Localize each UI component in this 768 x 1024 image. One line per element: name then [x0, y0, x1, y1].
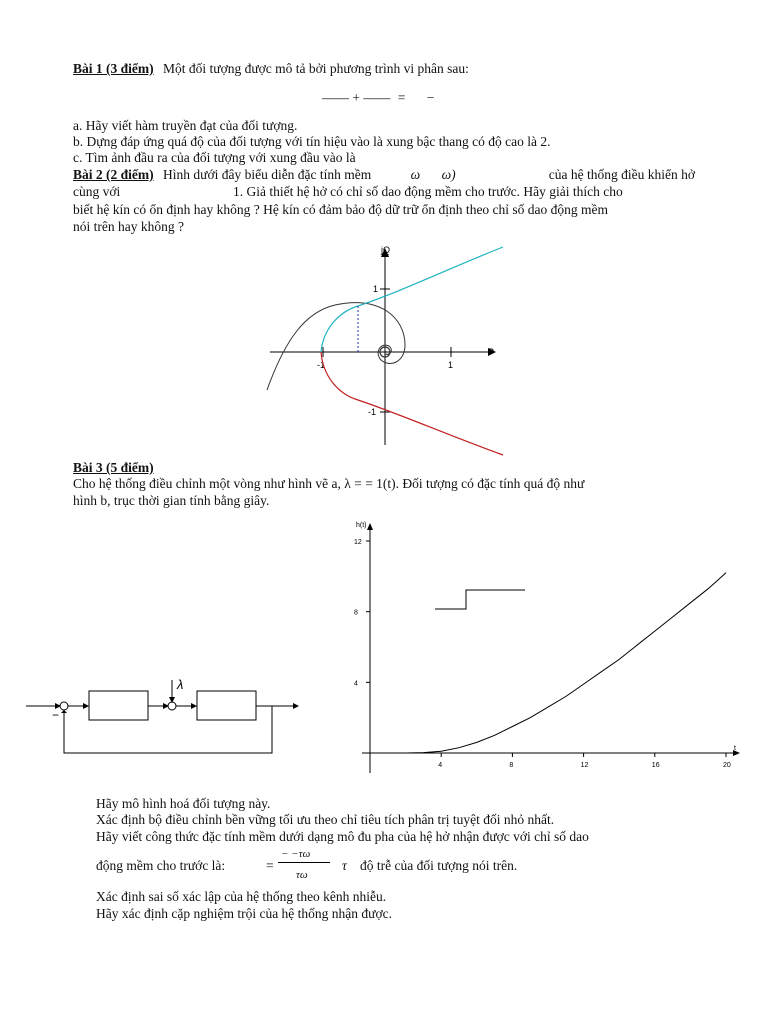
bai2-omega-1: ω — [410, 167, 421, 182]
question-6: Hãy xác định cặp nghiệm trội của hệ thống nhận được. — [96, 906, 392, 921]
plot2-x-label: t — [734, 745, 736, 752]
plot1-tick-x-neg: -1 — [317, 360, 326, 370]
plot2-y-label: h(t) — [356, 522, 367, 529]
eq-frac2: —— — [363, 90, 391, 105]
bai3-heading: Bài 3 (5 điểm) — [73, 460, 154, 475]
bai2-line3: biết hệ kín có ổn định hay không ? Hệ kín có đảm bảo độ dữ trữ ổn định theo chỉ số dao động mềm — [73, 202, 609, 217]
bai2-line1-text: Hình dưới đây biểu diễn đặc tính mềm — [163, 167, 372, 182]
question-4-tau: τ — [342, 858, 347, 873]
plot2-y-tick-label: 4 — [354, 680, 358, 688]
plot2-y-tick-label: 12 — [354, 539, 362, 546]
plot1-tick-y-neg: -1 — [368, 407, 377, 417]
plot2-y-tick-label: 8 — [354, 609, 358, 617]
bai2-line1-tail: của hệ thống điều khiển hở — [548, 167, 695, 182]
eq-minus: − — [426, 90, 435, 105]
plot2-x-tick-label: 16 — [651, 762, 660, 769]
bai3-line2: hình b, trục thời gian tính bằng giây. — [73, 493, 270, 508]
bai1-heading: Bài 1 (3 điểm) — [73, 61, 154, 76]
bai3-line1: Cho hệ thống điều chỉnh một vòng như hình vẽ a, λ = = 1(t). Đối tượng có đặc tính quá độ như — [73, 476, 585, 491]
plot1-y-label: jQ — [381, 245, 390, 255]
bd-lambda: λ — [177, 677, 184, 692]
bai2-line4: nói trên hay không ? — [73, 219, 184, 234]
bd-minus-sign: − — [52, 708, 60, 722]
plot2-response-curve — [406, 573, 726, 753]
eq-plus: + — [352, 90, 360, 105]
bai2-line2-a: cùng với — [73, 184, 121, 199]
question-3: Hãy viết công thức đặc tính mềm dưới dạng mô đu pha của hệ hở nhận được với chỉ số dao — [96, 829, 589, 844]
plot2-x-tick-label: 20 — [723, 762, 731, 769]
question-4-numerator: − −τω — [281, 848, 311, 860]
eq-equals: = — [397, 90, 406, 105]
question-4-fraction-bar — [278, 862, 330, 863]
question-4-suffix: độ trễ của đối tượng nói trên. — [360, 858, 518, 873]
question-4-prefix: động mềm cho trước là: — [96, 858, 226, 873]
question-1: Hãy mô hình hoá đối tượng này. — [96, 796, 271, 811]
bai2-heading: Bài 2 (2 điểm) — [73, 167, 154, 182]
bai1-item-b: b. Dựng đáp ứng quá độ của đối tượng với tín hiệu vào là xung bậc thang có độ cao là 2. — [73, 134, 551, 149]
plot2-x-tick-label: 8 — [509, 762, 514, 769]
plot2-ticks — [354, 539, 731, 769]
bai1-item-c: c. Tìm ảnh đầu ra của đối tượng với xung đầu vào là — [73, 150, 356, 165]
question-4-eq: = — [266, 858, 274, 873]
plot2-x-tick-label: 12 — [580, 762, 589, 769]
bai1-item-a: a. Hãy viết hàm truyền đạt của đối tượng. — [73, 118, 298, 133]
plot2-x-tick-label: 4 — [438, 762, 443, 769]
bai2-line2-b: 1. Giả thiết hệ hở có chỉ số dao động mềm cho trước. Hãy giải thích cho — [233, 184, 623, 199]
question-2: Xác định bộ điều chỉnh bền vững tối ưu theo chỉ tiêu tích phân trị tuyệt đối nhỏ nhất. — [96, 812, 555, 827]
plot2-y-arrow — [367, 523, 373, 530]
bai1-intro: Một đối tượng được mô tả bởi phương trình vi phân sau: — [163, 61, 469, 76]
question-4-denominator: τω — [296, 869, 308, 881]
bai2-omega-2: ω) — [441, 167, 456, 182]
eq-frac1: —— — [322, 90, 349, 105]
question-5: Xác định sai số xác lập của hệ thống theo kênh nhiễu. — [96, 889, 387, 904]
plot1-tick-x-pos: 1 — [448, 360, 454, 370]
plot1-x-label: P — [488, 347, 495, 357]
plot2-step-inset — [435, 590, 525, 609]
plot1-tick-y-pos: 1 — [373, 284, 379, 294]
